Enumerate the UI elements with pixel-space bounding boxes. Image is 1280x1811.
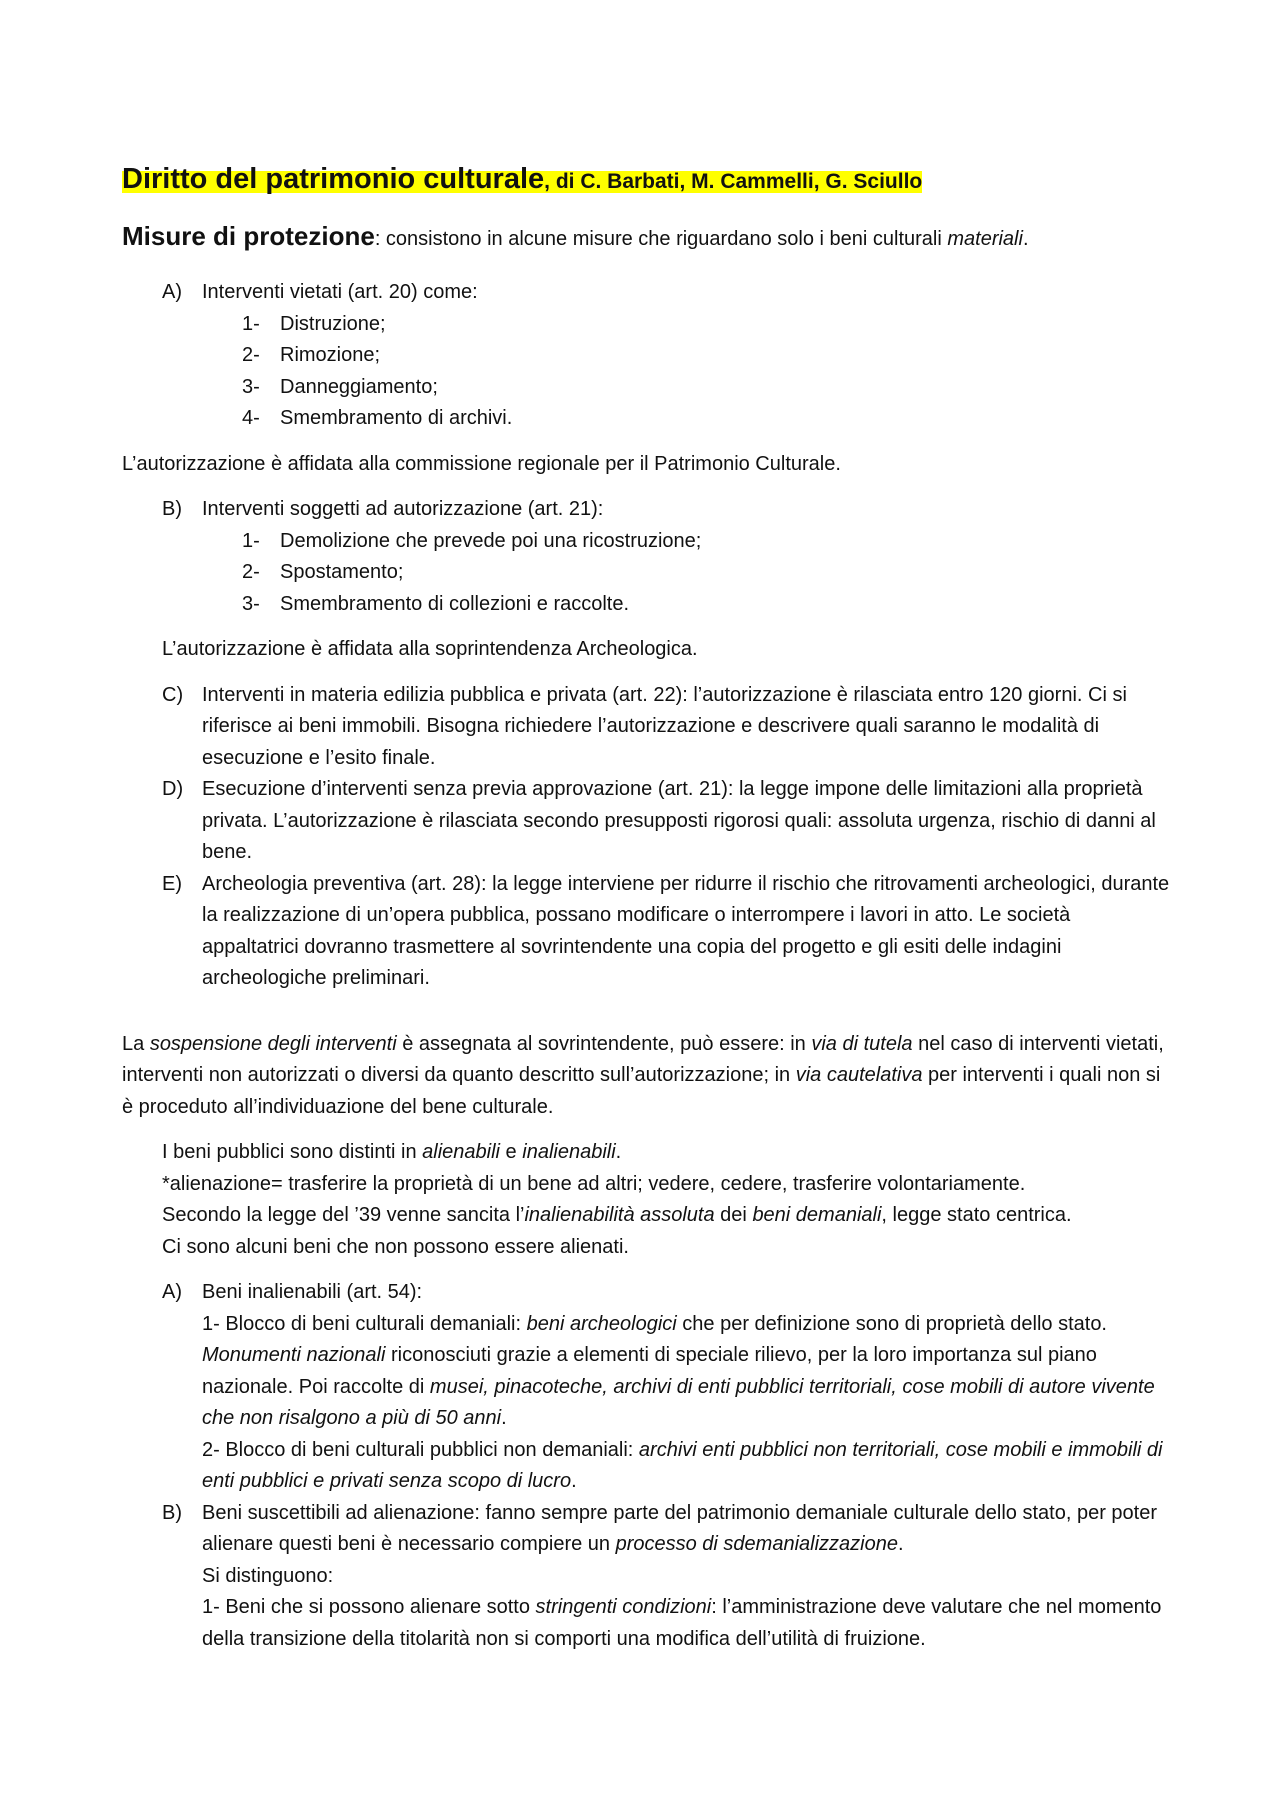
text-run: . [571, 1470, 577, 1492]
text-run: dei [714, 1204, 753, 1226]
beni-b-line2: Si distinguono: [202, 1564, 334, 1587]
list-text: Interventi soggetti ad autorizzazione (art. 21): [202, 498, 604, 520]
text-italic: processo di sdemanializzazione [615, 1533, 898, 1555]
text-run: Secondo la legge del ’39 venne sancita l’ [162, 1204, 525, 1226]
text-run: riconosciuti grazie a elementi di speciale rilievo, per la loro importanza sul piano nazionale. Poi raccolte di [202, 1344, 1097, 1398]
text-italic: Monumenti nazionali [202, 1344, 386, 1366]
beni-line-1 [162, 1137, 1172, 1169]
sublist-item [242, 309, 1172, 341]
sublist-text: Danneggiamento; [280, 375, 438, 398]
list-content [202, 1498, 1172, 1656]
list-cde [162, 680, 1172, 995]
text-run: . [897, 1533, 904, 1555]
list-a [162, 277, 1172, 435]
text-italic: sospensione degli interventi [149, 1032, 397, 1055]
sublist-text: Demolizione che prevede poi una ricostruzione; [280, 529, 702, 552]
text-italic: beni archeologici [526, 1312, 677, 1335]
text-run: 2- Blocco di beni culturali pubblici non demaniali: [202, 1438, 639, 1461]
paragraph-sospensione [122, 1029, 1172, 1124]
text-italic: inalienabili [522, 1141, 616, 1163]
list-label: B) [162, 1501, 182, 1524]
text-run: nel caso di interventi vietati, interventi non autorizzati o diversi da quanto descritto sull’autorizzazione; in [122, 1032, 1164, 1086]
text-run: è assegnata al sovrintendente, può essere: in [396, 1032, 812, 1055]
sublist-item [242, 526, 1172, 558]
sublist-a [242, 309, 1172, 435]
list-text: Archeologia preventiva (art. 28): la legge interviene per ridurre il rischio che ritrovamenti archeologici, durante la realizzazione di un’opera pubblica, possano modificare o interrompere i lavori in atto. Le società appaltatrici dovranno trasmettere al sovrintendente una copia del progetto e gli esiti delle indagini archeologiche preliminari. [202, 872, 1170, 989]
text-italic: musei, pinacoteche, archivi di enti pubblici territoriali, cose mobili di autore vivente che non risalgono a più di 50 anni [202, 1375, 1155, 1429]
list-item [162, 774, 1172, 869]
sublist-number: 3- [242, 592, 260, 615]
text-italic: inalienabilità assoluta [524, 1204, 715, 1226]
document-title [122, 160, 1172, 201]
paragraph-autorizzazione-b: L’autorizzazione è affidata alla soprintendenza Archeologica. [162, 638, 698, 660]
beni-line-2: *alienazione= trasferire la proprietà di un bene ad altri; vedere, cedere, trasferire volontariamente. [162, 1172, 1026, 1195]
title-authors: , di C. Barbati, M. Cammelli, G. Sciullo [544, 170, 923, 193]
list-item-a [162, 277, 1172, 309]
beni-a1 [202, 1309, 1172, 1435]
list-content [202, 1277, 1172, 1498]
beni-line-4: Ci sono alcuni beni che non possono essere alienati. [162, 1235, 629, 1258]
title-main: Diritto del patrimonio culturale [122, 163, 545, 195]
list-text: Interventi vietati (art. 20) come: [202, 281, 478, 303]
sublist-number: 2- [242, 344, 260, 366]
text-italic: beni demaniali [752, 1204, 882, 1226]
sublist-number: 1- [242, 312, 260, 335]
list-b [162, 494, 1172, 620]
text-italic: via di tutela [811, 1032, 913, 1055]
list-label: B) [162, 498, 182, 520]
heading-text: : consistono in alcune misure che riguardano solo i beni culturali [374, 228, 948, 250]
beni-line-3 [162, 1200, 1172, 1232]
text-run: 1- Beni che si possono alienare sotto [202, 1596, 536, 1618]
list-text: Beni inalienabili (art. 54): [202, 1281, 423, 1303]
list-text: Esecuzione d’interventi senza previa approvazione (art. 21): la legge impone delle limitazioni alla proprietà privata. L’autorizzazione è rilasciata secondo presupposti rigorosi quali: assoluta urgenza, rischio di danni al bene. [202, 778, 1156, 863]
sublist-text: Rimozione; [280, 344, 381, 366]
heading-italic: materiali [947, 228, 1023, 250]
sublist-text: Smembramento di archivi. [280, 407, 513, 429]
text-run: che per definizione sono di proprietà dello stato. [676, 1312, 1107, 1335]
sublist-number: 4- [242, 407, 260, 429]
heading-end: . [1022, 228, 1029, 250]
spacer [122, 995, 1172, 1029]
list-item [162, 680, 1172, 775]
heading-strong: Misure di protezione [122, 221, 375, 251]
paragraph-beni [162, 1137, 1172, 1263]
list-item [162, 869, 1172, 995]
text-run: Beni suscettibili ad alienazione: fanno sempre parte del patrimonio demaniale culturale dello stato, per poter alienare questi beni è necessario compiere un [202, 1501, 1158, 1555]
sublist-item [242, 403, 1172, 435]
text-italic: alienabili [422, 1141, 500, 1163]
text-run: . [615, 1141, 622, 1163]
list-label: D) [162, 778, 184, 800]
text-run: I beni pubblici sono distinti in [162, 1141, 423, 1163]
sublist-item [242, 372, 1172, 404]
text-run: . [501, 1407, 507, 1429]
text-run: e [500, 1141, 523, 1163]
sublist-number: 3- [242, 375, 260, 398]
text-run: , legge stato centrica. [881, 1204, 1072, 1226]
sublist-item [242, 589, 1172, 621]
list-label: A) [162, 281, 182, 303]
paragraph-autorizzazione-a: L’autorizzazione è affidata alla commissione regionale per il Patrimonio Culturale. [122, 452, 841, 475]
list-label: E) [162, 872, 182, 895]
document-page [122, 160, 1172, 1655]
list-item-b [162, 494, 1172, 526]
list-beni [162, 1277, 1172, 1655]
sublist-number: 2- [242, 561, 260, 583]
sublist-item [242, 557, 1172, 589]
text-run: La [122, 1032, 150, 1055]
beni-b1 [202, 1592, 1172, 1655]
sublist-item [242, 340, 1172, 372]
list-label: A) [162, 1281, 182, 1303]
text-run: : l’amministrazione deve valutare che nel momento della transizione della titolarità non si comporti una modifica dell’utilità di fruizione. [202, 1596, 1162, 1650]
list-label: C) [162, 683, 184, 706]
sublist-text: Smembramento di collezioni e raccolte. [280, 592, 630, 615]
list-item-beni-b [162, 1498, 1172, 1656]
beni-b [202, 1498, 1172, 1561]
list-text: Interventi in materia edilizia pubblica e privata (art. 22): l’autorizzazione è rilasciata entro 120 giorni. Ci si riferisce ai beni immobili. Bisogna richiedere l’autorizzazione e descrivere quali saranno le modalità di esecuzione e l’esito finale. [202, 683, 1127, 769]
text-italic: stringenti condizioni [535, 1596, 712, 1618]
sublist-b [242, 526, 1172, 621]
text-run: 1- Blocco di beni culturali demaniali: [202, 1312, 527, 1335]
sublist-text: Spostamento; [280, 561, 404, 583]
sublist-number: 1- [242, 529, 260, 552]
list-item-beni-a [162, 1277, 1172, 1498]
section-heading [122, 218, 1172, 257]
beni-a2 [202, 1435, 1172, 1498]
text-run: per interventi i quali non si è proceduto all’individuazione del bene culturale. [122, 1064, 1161, 1118]
text-italic: via cautelativa [795, 1064, 923, 1086]
text-italic: archivi enti pubblici non territoriali, cose mobili e immobili di enti pubblici e privati senza scopo di lucro [202, 1438, 1163, 1492]
sublist-text: Distruzione; [280, 312, 386, 335]
